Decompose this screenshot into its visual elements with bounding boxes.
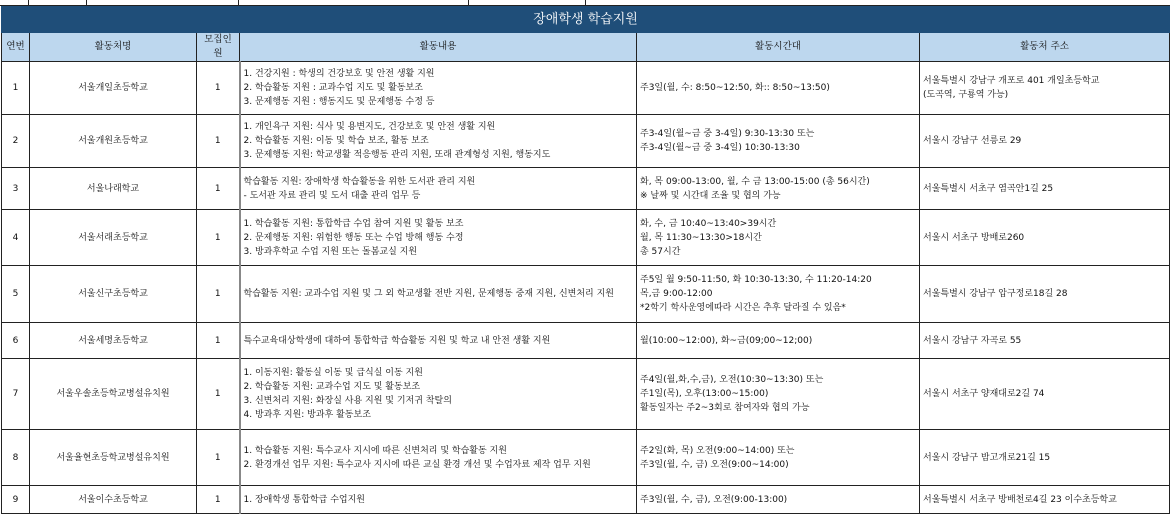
activity-address: 서울시 서초구 방배로260 xyxy=(920,210,1170,266)
table-row xyxy=(2,266,1170,323)
header-count: 모집인원 xyxy=(197,33,240,62)
activity-address: 서울시 강남구 자곡로 55 xyxy=(920,323,1170,359)
activity-address: 서울특별시 강남구 압구정로18길 28 xyxy=(920,266,1170,323)
table-row xyxy=(2,115,1170,168)
activity-time: 월(10:00~12:00), 화~금(09;00~12;00) xyxy=(637,323,920,359)
place-name: 서울이수초등학교 xyxy=(30,486,197,514)
row-number: 5 xyxy=(2,266,30,323)
recruit-count: 1 xyxy=(197,323,240,359)
recruit-count: 1 xyxy=(197,168,240,210)
recruit-count: 1 xyxy=(197,115,240,168)
row-number: 6 xyxy=(2,323,30,359)
volunteer-table xyxy=(1,6,1170,514)
activity-content: 1. 이동지원: 활동실 이동 및 급식실 이동 지원 2. 학습활동 지원: 교과수업 지도 및 활동보조 3. 신변처리 지원: 화장실 사용 지원 및 기저귀 착탈의 4. 방과후 지원: 방과후 활동보조 xyxy=(240,359,637,430)
recruit-count: 1 xyxy=(197,210,240,266)
place-name: 서울나래학교 xyxy=(30,168,197,210)
table-title: 장애학생 학습지원 xyxy=(2,7,1170,33)
recruit-count: 1 xyxy=(197,62,240,115)
activity-content: 1. 건강지원 : 학생의 건강보호 및 안전 생활 지원 2. 학습활동 지원 : 교과수업 지도 및 활동보조 3. 문제행동 지원 : 행동지도 및 문제행동 수정 등 xyxy=(240,62,637,115)
place-name: 서울개일초등학교 xyxy=(30,62,197,115)
activity-content: 특수교육대상학생에 대하여 통합학급 학습활동 지원 및 학교 내 안전 생활 지원 xyxy=(240,323,637,359)
activity-address: 서울특별시 서초구 염곡안1길 25 xyxy=(920,168,1170,210)
row-number: 2 xyxy=(2,115,30,168)
activity-content: 1. 장애학생 통합학급 수업지원 xyxy=(240,486,637,514)
table-row xyxy=(2,430,1170,486)
header-address: 활동처 주소 xyxy=(920,33,1170,62)
recruit-count: 1 xyxy=(197,266,240,323)
table-row xyxy=(2,486,1170,514)
place-name: 서울서래초등학교 xyxy=(30,210,197,266)
activity-address: 서울특별시 서초구 방배천로4길 23 이수초등학교 xyxy=(920,486,1170,514)
recruit-count: 1 xyxy=(197,430,240,486)
place-name: 서울개원초등학교 xyxy=(30,115,197,168)
table-row xyxy=(2,323,1170,359)
previous-row-strip xyxy=(0,0,1170,6)
row-number: 7 xyxy=(2,359,30,430)
activity-address: 서울시 강남구 밤고개로21길 15 xyxy=(920,430,1170,486)
activity-time: 주5일 월 9:50-11:50, 화 10:30-13:30, 수 11:20-14:20 목,금 9:00-12:00 *2학기 학사운영에따라 시간은 추후 달라질 수 있음* xyxy=(637,266,920,323)
place-name: 서울율현초등학교병설유치원 xyxy=(30,430,197,486)
activity-content: 학습활동 지원: 교과수업 지원 및 그 외 학교생활 전반 지원, 문제행동 중재 지원, 신변처리 지원 xyxy=(240,266,637,323)
activity-content: 1. 개인욕구 지원: 식사 및 용변지도, 건강보호 및 안전 생활 지원 2. 학습활동 지원: 이동 및 학습 보조, 활동 보조 3. 문제행동 지원: 학교생활 적응행동 관리 지원, 또래 관계형성 지원, 행동지도 xyxy=(240,115,637,168)
recruit-count: 1 xyxy=(197,486,240,514)
header-place: 활동처명 xyxy=(30,33,197,62)
place-name: 서울우솔초등학교병설유치원 xyxy=(30,359,197,430)
activity-time: 주3-4일(월~금 중 3-4일) 9:30-13:30 또는 주3-4일(월~금 중 3-4일) 10:30-13:30 xyxy=(637,115,920,168)
header-content: 활동내용 xyxy=(240,33,637,62)
activity-content: 학습활동 지원: 장애학생 학습활동을 위한 도서관 관리 지원 - 도서관 자료 관리 및 도서 대출 관리 업무 등 xyxy=(240,168,637,210)
row-number: 4 xyxy=(2,210,30,266)
table-row xyxy=(2,62,1170,115)
table-row xyxy=(2,168,1170,210)
row-number: 3 xyxy=(2,168,30,210)
activity-content: 1. 학습활동 지원: 통합학급 수업 참여 지원 및 활동 보조 2. 문제행동 지원: 위험한 행동 또는 수업 방해 행동 수정 3. 방과후학교 수업 지원 또는 돌봄교실 지원 xyxy=(240,210,637,266)
activity-address: 서울특별시 강남구 개포로 401 개일초등학교 (도곡역, 구룡역 가능) xyxy=(920,62,1170,115)
table-row xyxy=(2,210,1170,266)
place-name: 서울세명초등학교 xyxy=(30,323,197,359)
activity-content: 1. 학습활동 지원: 특수교사 지시에 따른 신변처리 및 학습활동 지원 2. 환경개선 업무 지원: 특수교사 지시에 따른 교실 환경 개선 및 수업자료 제작 업무 지원 xyxy=(240,430,637,486)
activity-time: 화, 수, 금 10:40~13:40>39시간 월, 목 11:30~13:30>18시간 총 57시간 xyxy=(637,210,920,266)
activity-time: 주3일(월, 수, 금), 오전(9:00-13:00) xyxy=(637,486,920,514)
activity-time: 화, 목 09:00-13:00, 월, 수 금 13:00-15:00 (총 56시간) ※ 날짜 및 시간대 조율 및 협의 가능 xyxy=(637,168,920,210)
row-number: 9 xyxy=(2,486,30,514)
activity-time: 주2일(화, 목) 오전(9:00~14:00) 또는 주3일(월, 수, 금) 오전(9:00~14:00) xyxy=(637,430,920,486)
recruit-count: 1 xyxy=(197,359,240,430)
activity-time: 주3일(월, 수: 8:50~12:50, 화:: 8:50~13:50) xyxy=(637,62,920,115)
header-no: 연번 xyxy=(2,33,30,62)
header-time: 활동시간대 xyxy=(637,33,920,62)
activity-address: 서울시 서초구 양재대로2길 74 xyxy=(920,359,1170,430)
place-name: 서울신구초등학교 xyxy=(30,266,197,323)
row-number: 8 xyxy=(2,430,30,486)
table-row xyxy=(2,359,1170,430)
row-number: 1 xyxy=(2,62,30,115)
activity-address: 서울시 강남구 선릉로 29 xyxy=(920,115,1170,168)
activity-time: 주4일(월,화,수,금), 오전(10:30~13:30) 또는 주1일(목), 오후(13:00~15:00) 활동일자는 주2~3회로 참여자와 협의 가능 xyxy=(637,359,920,430)
